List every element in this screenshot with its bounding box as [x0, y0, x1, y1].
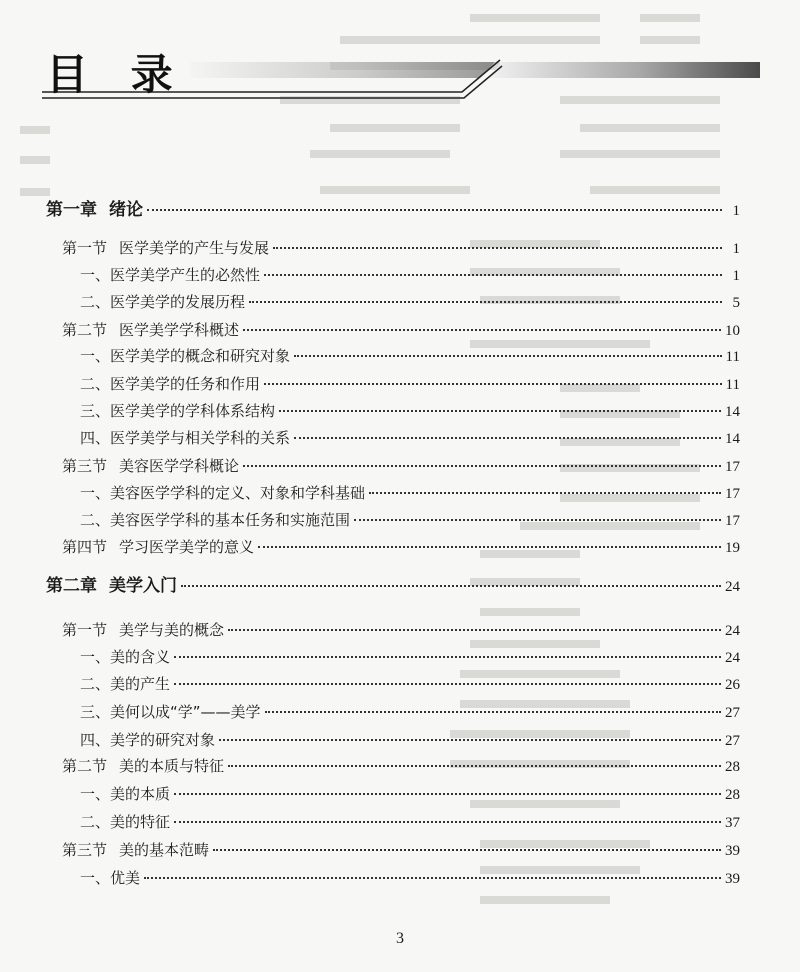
- entry-label: 二、美的特征: [80, 813, 171, 831]
- entry-label: 四、医学美学与相关学科的关系: [80, 429, 291, 447]
- entry-number: 第二章: [46, 576, 97, 596]
- entry-page-number: 1: [732, 268, 740, 284]
- entry-label: 四、美学的研究对象: [80, 731, 216, 749]
- entry-page-number: 28: [725, 787, 740, 803]
- item-entry: [80, 483, 740, 504]
- section-entry: [62, 620, 740, 641]
- item-entry: [80, 374, 740, 395]
- entry-title: 美的本质与特征: [119, 757, 225, 775]
- entry-page-number: 17: [725, 513, 740, 529]
- dot-leader: [258, 546, 721, 548]
- entry-number: 第四节: [62, 538, 108, 556]
- entry-label: 二、美容医学学科的基本任务和实施范围: [80, 511, 351, 529]
- entry-number: 第二节: [62, 321, 108, 339]
- entry-label: 一、美容医学学科的定义、对象和学科基础: [80, 484, 366, 502]
- section-entry: [62, 238, 740, 259]
- entry-page-number: 5: [732, 295, 740, 311]
- item-entry: [80, 784, 740, 805]
- item-entry: [80, 868, 740, 889]
- item-entry: [80, 346, 740, 367]
- dot-leader: [294, 437, 721, 439]
- section-entry: [62, 756, 740, 777]
- entry-title: 学习医学美学的意义: [119, 538, 255, 556]
- entry-title: 医学美学的产生与发展: [119, 239, 270, 257]
- section-entry: [62, 537, 740, 558]
- entry-number: 第二节: [62, 757, 108, 775]
- entry-label: 一、医学美学的概念和研究对象: [80, 347, 291, 365]
- item-entry: [80, 510, 740, 531]
- entry-label: 一、医学美学产生的必然性: [80, 266, 261, 284]
- entry-page-number: 26: [725, 677, 740, 693]
- entry-page-number: 10: [725, 323, 740, 339]
- page-title: 目 录: [46, 50, 187, 99]
- entry-page-number: 11: [725, 349, 740, 365]
- entry-label: [62, 620, 224, 640]
- toc-header: [40, 40, 760, 110]
- entry-page-number: 1: [732, 203, 740, 219]
- entry-page-number: 14: [725, 404, 740, 420]
- page-number: 3: [396, 930, 404, 947]
- dot-leader: [213, 849, 721, 851]
- item-entry: [80, 812, 740, 833]
- dot-leader: [354, 519, 721, 521]
- dot-leader: [249, 301, 722, 303]
- dot-leader: [265, 711, 721, 713]
- item-entry: [80, 265, 740, 286]
- entry-label: 三、美何以成“学”——美学: [80, 703, 261, 721]
- dot-leader: [273, 247, 722, 249]
- entry-label: [62, 238, 269, 258]
- entry-label: 一、优美: [80, 869, 141, 887]
- dot-leader: [264, 383, 722, 385]
- entry-page-number: 24: [725, 623, 740, 639]
- item-entry: [80, 292, 740, 313]
- section-entry: [62, 456, 740, 477]
- entry-label: [62, 840, 209, 860]
- entry-number: 第三节: [62, 841, 108, 859]
- entry-page-number: 24: [725, 579, 740, 595]
- entry-label: 二、医学美学的任务和作用: [80, 375, 261, 393]
- entry-label: 二、美的产生: [80, 675, 171, 693]
- entry-number: 第一章: [46, 200, 97, 220]
- entry-label: [62, 537, 254, 557]
- dot-leader: [294, 355, 722, 357]
- entry-page-number: 37: [725, 815, 740, 831]
- section-entry: [62, 840, 740, 861]
- item-entry: [80, 401, 740, 422]
- entry-label: [62, 456, 239, 476]
- dot-leader: [228, 765, 721, 767]
- entry-page-number: 24: [725, 650, 740, 666]
- entry-number: 第一节: [62, 621, 108, 639]
- entry-number: 第一节: [62, 239, 108, 257]
- item-entry: [80, 428, 740, 449]
- entry-page-number: 39: [725, 871, 740, 887]
- entry-title: 美的基本范畴: [119, 841, 210, 859]
- entry-page-number: 27: [725, 705, 740, 721]
- entry-label: 二、医学美学的发展历程: [80, 293, 246, 311]
- item-entry: [80, 674, 740, 695]
- entry-page-number: 17: [725, 459, 740, 475]
- entry-page-number: 17: [725, 486, 740, 502]
- entry-title: 美学与美的概念: [119, 621, 225, 639]
- entry-number: 第三节: [62, 457, 108, 475]
- dot-leader: [264, 274, 722, 276]
- entry-title: 美容医学学科概论: [119, 457, 240, 475]
- dot-leader: [219, 739, 721, 741]
- entry-page-number: 39: [725, 843, 740, 859]
- dot-leader: [174, 821, 721, 823]
- dot-leader: [369, 492, 721, 494]
- chapter-entry: [46, 200, 740, 221]
- entry-title: 医学美学学科概述: [119, 321, 240, 339]
- dot-leader: [147, 209, 722, 211]
- entry-label: [46, 200, 143, 220]
- dot-leader: [243, 465, 721, 467]
- dot-leader: [174, 793, 721, 795]
- entry-label: [62, 756, 224, 776]
- entry-page-number: 19: [725, 540, 740, 556]
- entry-page-number: 1: [732, 241, 740, 257]
- entry-label: 一、美的含义: [80, 648, 171, 666]
- entry-page-number: 11: [725, 377, 740, 393]
- item-entry: [80, 730, 740, 751]
- entry-label: [46, 576, 177, 596]
- dot-leader: [243, 329, 721, 331]
- entry-label: 一、美的本质: [80, 785, 171, 803]
- dot-leader: [228, 629, 721, 631]
- dot-leader: [174, 683, 721, 685]
- dot-leader: [174, 656, 721, 658]
- dot-leader: [181, 585, 721, 587]
- item-entry: [80, 702, 740, 723]
- item-entry: [80, 647, 740, 668]
- entry-page-number: 28: [725, 759, 740, 775]
- entry-page-number: 14: [725, 431, 740, 447]
- dot-leader: [279, 410, 721, 412]
- entry-label: [62, 320, 239, 340]
- entry-title: 绪论: [109, 200, 143, 220]
- chapter-entry: [46, 576, 740, 597]
- section-entry: [62, 320, 740, 341]
- entry-page-number: 27: [725, 733, 740, 749]
- dot-leader: [144, 877, 721, 879]
- entry-title: 美学入门: [109, 576, 177, 596]
- entry-label: 三、医学美学的学科体系结构: [80, 402, 276, 420]
